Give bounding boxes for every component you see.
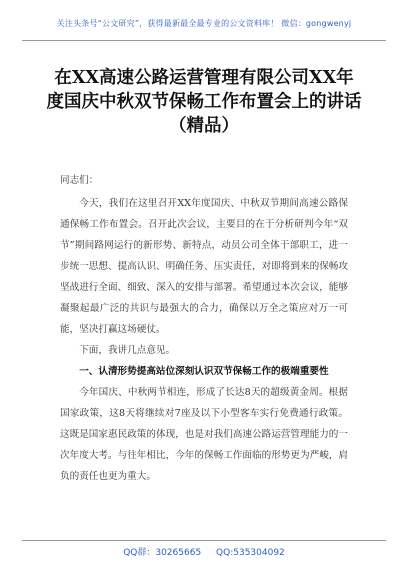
paragraph: 下面，我讲几点意见。 [79, 345, 176, 356]
header-note: 关注头条号“公文研究”，获得最新最全最专业的公文资料库！ 微信：gongwenyj [56, 19, 352, 28]
footer-divider [22, 540, 386, 541]
footer-qq-group: QQ群：30265665 [123, 548, 202, 558]
paragraph: 今天，我们在这里召开XX年度国庆、中秋双节期间高速公路保通保畅工作布置会。召开此次会议，主要目的在于分析研判今年“双节”期间路网运行的新形势、新特点，动员公司全体干部职工，进一步统一思想、提高认识、明确任务、压实责任，对即将到来的保畅攻坚战进行全面、细致、深入的安排与部署。希望通过本次会议，能够凝聚起最广泛的共识与最强大的合力，确保以万全之策应对万一可能，坚决打赢这场硬仗。 [60, 198, 348, 335]
header-divider [22, 40, 386, 41]
footer [0, 545, 408, 558]
salutation: 同志们： [60, 175, 99, 186]
paragraph: 今年国庆、中秋两节相连，形成了长达8天的超级黄金周。根据国家政策，这8天将继续对7座及以下小型客车实行免费通行政策。这既是国家惠民政策的体现，也是对我们高速公路运营管理能力的一次年度大考。与往年相比，今年的保畅工作面临的形势更为严峻，肩负的责任也更为重大。 [60, 387, 348, 482]
document-title: 在XX高速公路运营管理有限公司XX年度国庆中秋双节保畅工作布置会上的讲话（精品） [46, 68, 362, 136]
footer-qq: QQ:535304092 [216, 548, 285, 558]
document-body [60, 170, 348, 487]
section-heading: 一、认清形势提高站位深刻认识双节保畅工作的极端重要性 [79, 366, 329, 377]
